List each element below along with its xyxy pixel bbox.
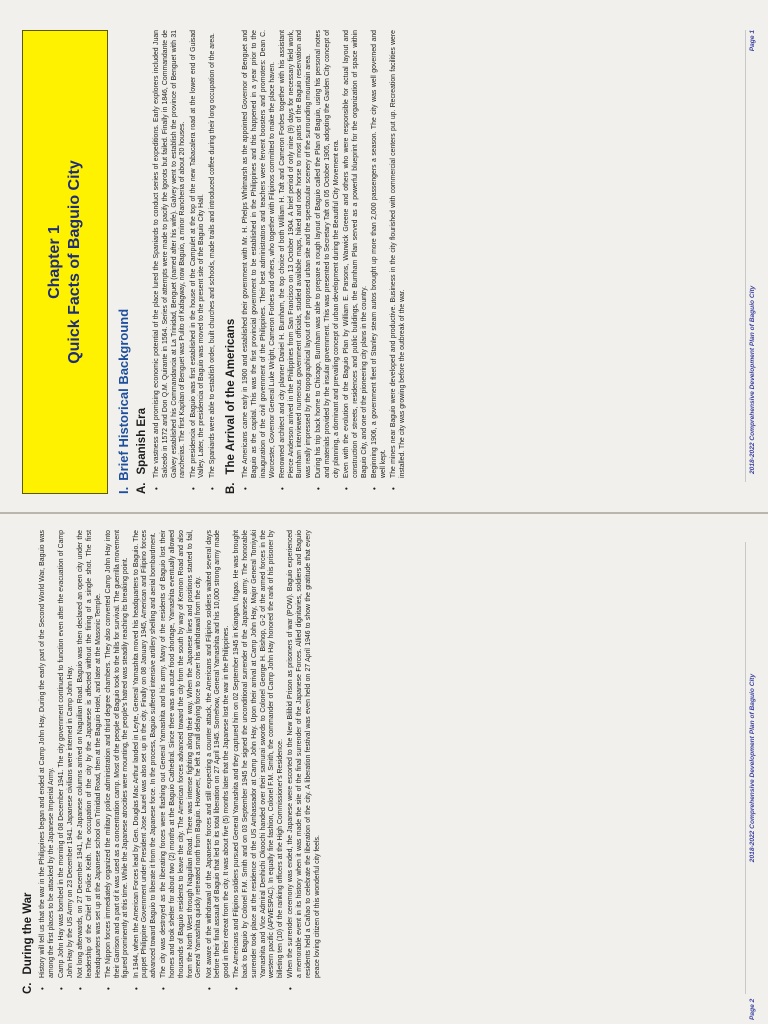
list-item: • Camp John Hay was bombed in the morning of 08 December 1941. The city government continued to function even after the evacuation of Camp John Hay by the US Army on 23 December 1941. Japanese civilians were interned in Camp John Hay. bbox=[58, 530, 76, 978]
list-item: • The Americans came early in 1900 and established their government with Mr. H. Phelps Whitmarsh as the appointed Governor of Benguet and Baguio as the capital. This was the first provincial government to be established in the Philippines and this happened in a year prior to the inauguration of the civil government of the Philippines. Their best administrators and teachers were fervent boosters and promoters: Dean C. Worcester, Governor General Luke Wright, Cameron Forbes and others, who together with Filipinos committed to make the place haven. bbox=[242, 30, 277, 478]
list-item: • The presidencia of Baguio was first established in the house of the Campulet at the top of the new Tabacalera road at the lower end of Guisad Valley. Later, the presidencia of Baguio was moved to the present site of the Baguio City Hall. bbox=[190, 30, 208, 478]
list-item: • History will tell us that the war in the Philippines began and ended at Camp John Hay. During the early part of the Second World War, Baguio was among the first places to be attacked by the Japanese Imperial Army. bbox=[39, 530, 57, 978]
list-item: • The mines near Baguio were developed and productive. Business in the city flourished with commercial centers put up. Recreation facilities were installed. The city was growing before the outbreak of the war. bbox=[390, 30, 408, 478]
chapter-title: Quick Facts of Baguio City bbox=[66, 160, 83, 364]
list-item: • The city was destroyed as the liberating forces were flashing out General Yamashita and his army. Many of the residents of Baguio lost their homes and took shelter for about two (2) months at the Baguio Cathedral. Since there was an acute food shortage, Yamashita eventually allowed thousands of Baguio residents to leave the city. The American forces advanced toward the city from the south by way of Kennon Road and also from the North West through Naguilian Road. There was intense fighting along their way. When the Japanese lines and positions started to fail, General Yamashita quickly retreated north from Baguio. However, he left a small delaying force to cover his withdrawal from the city. bbox=[160, 530, 204, 978]
list-item: • The Spaniards were able to establish order, built churches and schools, made trails and introduced coffee during their long occupation of the area. bbox=[209, 30, 218, 478]
section-title: Spanish Era bbox=[136, 408, 148, 475]
page-footer bbox=[745, 30, 756, 482]
list-item: • During his trip back home to Chicago, Burnham was able to prepare a rough layout of Baguio called the Plan of Baguio, using his personal notes and materials provided by the insular government. This was presented to Secretary Taft on 05 October 1905, adopting the Garden City concept of city planning, a dominant and prevailing concept of urban development during the Beautiful City Movement era. bbox=[315, 30, 341, 478]
page-2 bbox=[0, 512, 768, 1024]
list-item: • Not aware of the withdrawal of the Japanese forces and still expecting a counter attack, the Americans and Filipino soldiers waited several days before their final assault of Baguio that led to its total liberation on 27 April 1945. Somehow, General Yamashita and his 10,000 strong army made good in their retreat from the city. It was about five (5) months later that the Japanese lost the war in the Philippines. bbox=[206, 530, 232, 978]
section-heading-spanish-era bbox=[136, 30, 148, 494]
page-number: Page 1 bbox=[749, 30, 756, 52]
section-letter: A. bbox=[136, 482, 148, 494]
section-heading-historical-background bbox=[116, 30, 131, 494]
list-item: • Not long afterwards, on 27 December 1941, the Japanese columns arrived on Naguilian Road. Baguio was then declared an open city under the leadership of the Chief of Police Keith. The occupation of the city by the Japanese is affected without the firing of a single shot. The first Headquarters was set up at the Japanese school on Trinidad Road, then at the Baguio Hotel, and later at the Masonic Temple. bbox=[77, 530, 103, 978]
footer-title: 2018-2022 Comprehensive Development Plan of Baguio City bbox=[749, 285, 756, 474]
section-letter: B. bbox=[225, 482, 238, 494]
americans-bullet-list bbox=[242, 30, 407, 494]
list-item: • The Nippon forces immediately organized the military police administration and third degree chambers. They also converted Camp John Hay into their Garrison and a part of it was used as a concentration camp. Most of the people of Baguio took to the hills for survival. The guerrilla movement figured prominently at this time. While the Japanese atrocities were mounting, the people's hatred was steadily reaching its breaking point. bbox=[105, 530, 131, 978]
section-title: During the War bbox=[22, 892, 34, 975]
section-heading-arrival-of-americans bbox=[225, 30, 237, 494]
footer-title: 2018-2022 Comprehensive Development Plan of Baguio City bbox=[749, 673, 756, 863]
page-footer bbox=[745, 542, 756, 1020]
chapter-number: Chapter 1 bbox=[46, 225, 63, 299]
spanish-era-bullet-list bbox=[153, 30, 217, 494]
section-title: Brief Historical Background bbox=[116, 308, 131, 481]
list-item: • Even with the evolution of the Baguio Plan by William E. Parsons, Warwick Greene and others who were responsible for actual layout and construction of streets, residences and public buildings, the Burnham Plan served as a powerful blueprint for the organization of space within Baguio City, and one of the pioneering city plans in the country. bbox=[343, 30, 369, 478]
section-title: The Arrival of the Americans bbox=[225, 318, 238, 475]
list-item: • In 1944, when the American Forces lead by Gen. Douglas Mac Arthur landed in Leyte, General Yamashita moved his headquarters to Baguio. The puppet Philippine Government under President Jose Laurel was also set up in the city. Finally on 08 January 1945, American and Filipino forces advanced toward Baguio to liberate it from the Japanese force. In the process, Baguio suffered intensive artillery shelling and aerial bombardment. bbox=[133, 530, 159, 978]
list-item: • Renowned architect and city planner Daniel H. Burnham, the top choice of both William H. Taft and Cameron Forbes together with his assistant Pierce Anderson arrived in the Philippines from San Francisco on 13 October 1904. A brief period of only nine (9) days for necessary field work, Burnham interviewed numerous government officials, studied available maps, hiked and rode horse to most parts of the Baguio reservation and was really impressed by the topographical layout of the proposed urban site and the spectacular scenery of the surrounding mountain area. bbox=[279, 30, 314, 478]
war-bullet-list bbox=[39, 530, 322, 994]
list-item: • The Americans and Filipino soldiers pursued General Yamashita and they captured him on 02 September 1945 in Kiangan, Ifugao. He was brought back to Baguio by Colonel F.M. Smith and on 03 September 1945 he signed the unconditional surrender of the Japanese army. The honorable surrender took place at the residence of the US Ambassador at Camp John Hay. Upon their arrival at Camp John Hay, Major General Tomiyuki Yamashita and Vice Admiral Denhichi Okoochi handed over their samurai swords to Colonel George H. Bishop, G-2 of the armed forces in the western pacific (AFWESPAC). In equally fine fashion, Colonel F.M. Smith, the commander of Camp John Hay honored the rank of his prisoner by billeting ten (10) of the ranking officers at the High Commissioner's Residence. bbox=[233, 530, 286, 978]
section-letter: C. bbox=[22, 982, 34, 994]
section-heading-during-the-war bbox=[22, 530, 34, 994]
list-item: • When the surrender ceremony was ended, the Japanese were escorted to the New Bilibid Prison as prisoners of war (POW). Baguio experienced a memorable event in its history when it was made the site of the final surrender of the Japanese Forces. Allied dignitaries, soldiers and Baguio residents held a Cañao to celebrate the liberation of the city. A liberation festival was even held on 27 April 1946 to show the gratitude that every peace loving citizen of this wonderful city feels. bbox=[287, 530, 322, 978]
page-number: Page 2 bbox=[749, 998, 756, 1020]
section-number: I. bbox=[116, 486, 131, 494]
list-item: • The vastness and promising economic potential of the place lured the Spaniards to conduct series of expeditions. Early explorers included Juan Salcedo in 1572 and Don Q.M. Quirante in 1564. Series of attempts were made to pacify the Igorots but failed. Finally in 1846, Commandante de Galvey established his Commandancia at La Trinidad, Benguet (named after his wife). Galvey went to establish the province of Benguet with 31 rancherias. The first Kapitan of Benguet was Pulito of Kafagway, now Baguio, a minor Rancheria of about 20 houses. bbox=[153, 30, 188, 478]
list-item: • Beginning 1906, a government fleet of Stanley steam autos brought up more than 2,000 passengers a season. The city was well governed and well kept. bbox=[371, 30, 389, 478]
chapter-title-box bbox=[22, 30, 108, 494]
